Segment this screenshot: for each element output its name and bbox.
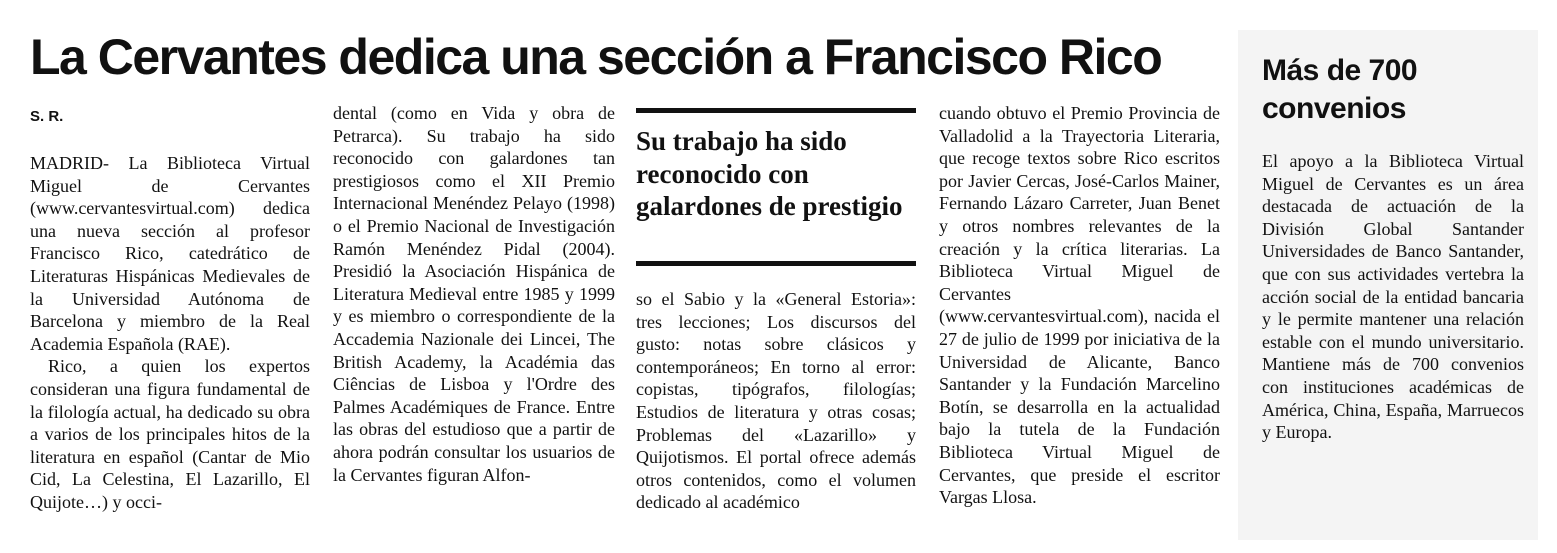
sidebar-box (1238, 30, 1538, 540)
article-column-1 (30, 152, 310, 514)
column-4-text: cuando obtuvo el Premio Provincia de Valladolid a la Trayectoria Literaria, que recoge textos sobre Rico escritos por Javier Cercas, José-Carlos Mainer, Fernando Lázaro Carreter, Juan Benet y otros nombres relevantes de la creación y la crítica literarias. La Biblioteca Virtual Miguel de Cervantes (www.cervantesvirtual.com), nacida el 27 de julio de 1999 por iniciativa de la Universidad de Alicante, Banco Santander y la Fundación Marcelino Botín, se desarrolla en la actualidad bajo la tutela de la Fundación Biblioteca Virtual Miguel de Cervantes, que preside el escritor Vargas Llosa. (939, 103, 1220, 508)
paragraph-1: MADRID- La Biblioteca Virtual Miguel de Cervantes (www.cervantesvirtual.com) dedica una nueva sección al profesor Francisco Rico, catedrático de Literaturas Hispánicas Medievales de la Universidad Autónoma de Barcelona y miembro de la Real Academia Española (RAE). (30, 153, 310, 354)
headline: La Cervantes dedica una sección a Francisco Rico (30, 29, 1162, 85)
article-column-4 (939, 102, 1220, 509)
article-column-2 (333, 102, 615, 486)
sidebar-body: El apoyo a la Biblioteca Virtual Miguel de Cervantes es un área destacada de actuación de la División Global Santander Universidades de Banco Santander, que con sus actividades vertebra la acción social de la entidad bancaria y le permite mantener una relación estable con el mundo universitario. Mantiene más de 700 convenios con instituciones académicas de América, China, España, Marruecos y Europa. (1262, 151, 1524, 443)
column-3-text: so el Sabio y la «General Estoria»: tres lecciones; Los discursos del gusto: notas sobre clásicos y contemporáneos; En torno al error: copistas, tipógrafos, filologías; Estudios de literatura y otras cosas; Problemas del «Lazarillo» y Quijotismos. El portal ofrece además otros contenidos, como el volumen dedicado al académico (636, 289, 916, 513)
article-column-3 (636, 288, 916, 514)
pull-quote (636, 108, 916, 266)
sidebar-title: Más de 700 convenios (1262, 54, 1418, 125)
column-2-text: dental (como en Vida y obra de Petrarca). Su trabajo ha sido reconocido con galardones tan prestigiosos como el XII Premio Internacional Menéndez Pelayo (1998) o el Premio Nacional de Investigación Ramón Menéndez Pidal (2004). Presidió la Asociación Hispánica de Literatura Medieval entre 1985 y 1999 y es miembro o correspondiente de la Accademia Nazionale dei Lincei, The British Academy, la Académia das Ciências de Lisboa y l'Ordre des Palmes Académiques de France. Entre las obras del estudioso que a partir de ahora podrán consultar los usuarios de la Cervantes figuran Alfon- (333, 103, 615, 485)
byline: S. R. (30, 108, 64, 125)
paragraph-2: Rico, a quien los expertos consideran una figura fundamental de la filología actual, ha dedicado su obra a varios de los principales hitos de la literatura en español (Cantar de Mio Cid, La Celestina, El Lazarillo, El Quijote…) y occi- (30, 356, 310, 512)
pull-quote-text: Su trabajo ha sido reconocido con galardones de prestigio (636, 126, 903, 221)
